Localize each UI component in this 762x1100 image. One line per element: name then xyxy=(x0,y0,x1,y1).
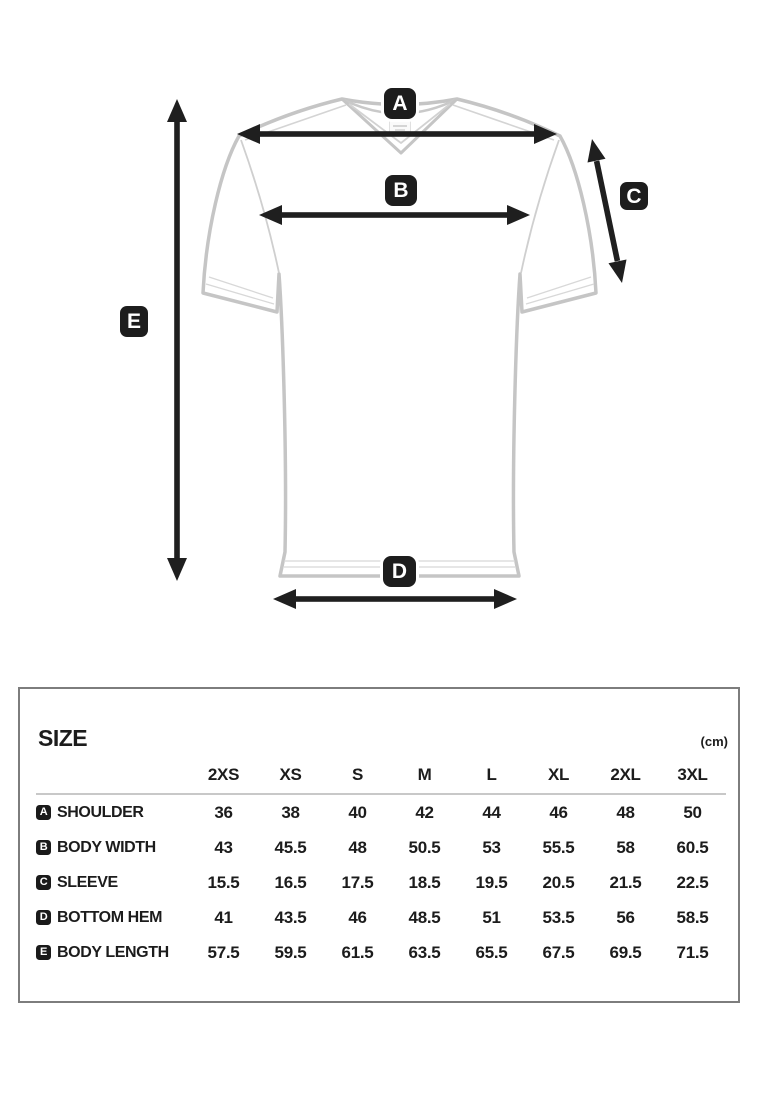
table-cell: 36 xyxy=(214,802,233,822)
row-key-badge-b: B xyxy=(36,840,51,855)
table-cell: 50.5 xyxy=(408,837,441,857)
row-label-bottom-hem xyxy=(36,900,190,935)
table-cell: 44 xyxy=(482,802,501,822)
col-header-s: S xyxy=(324,757,391,795)
table-cell: 38 xyxy=(281,802,300,822)
table-cell: 17.5 xyxy=(341,872,374,892)
table-cell: 71.5 xyxy=(676,942,709,962)
table-cell: 19.5 xyxy=(475,872,508,892)
table-cell: 48 xyxy=(616,802,635,822)
arrow-body-length-e xyxy=(167,99,187,581)
row-key-badge-d: D xyxy=(36,910,51,925)
row-label-body-width xyxy=(36,830,190,865)
table-cell: 69.5 xyxy=(609,942,642,962)
row-key-badge-c: C xyxy=(36,875,51,890)
table-cell: 46 xyxy=(549,802,568,822)
table-cell: 51 xyxy=(482,907,501,927)
size-grid xyxy=(36,757,726,970)
table-cell: 55.5 xyxy=(542,837,575,857)
size-title: SIZE xyxy=(38,725,88,751)
table-cell: 61.5 xyxy=(341,942,374,962)
col-header-3xl: 3XL xyxy=(659,757,726,795)
table-cell: 57.5 xyxy=(207,942,240,962)
table-cell: 48.5 xyxy=(408,907,441,927)
measure-badge-c: C xyxy=(620,182,648,210)
table-cell: 60.5 xyxy=(676,837,709,857)
unit-label: (cm) xyxy=(700,734,728,750)
table-cell: 58 xyxy=(616,837,635,857)
row-label-sleeve xyxy=(36,865,190,900)
measure-badge-a: A xyxy=(384,88,416,119)
table-cell: 59.5 xyxy=(274,942,307,962)
table-cell: 48 xyxy=(348,837,367,857)
table-cell: 67.5 xyxy=(542,942,575,962)
table-cell: 18.5 xyxy=(408,872,441,892)
row-key-badge-a: A xyxy=(36,805,51,820)
table-cell: 43 xyxy=(214,837,233,857)
col-header-2xs: 2XS xyxy=(190,757,257,795)
header-corner-cell xyxy=(36,757,190,795)
row-label-text: BODY WIDTH xyxy=(57,838,156,856)
table-cell: 20.5 xyxy=(542,872,575,892)
size-table-panel xyxy=(18,687,740,1003)
table-cell: 58.5 xyxy=(676,907,709,927)
size-table-header xyxy=(38,727,728,750)
table-cell: 42 xyxy=(415,802,434,822)
table-cell: 22.5 xyxy=(676,872,709,892)
table-cell: 50 xyxy=(683,802,702,822)
table-cell: 63.5 xyxy=(408,942,441,962)
col-header-m: M xyxy=(391,757,458,795)
measure-badge-d: D xyxy=(383,556,416,587)
table-cell: 46 xyxy=(348,907,367,927)
col-header-xs: XS xyxy=(257,757,324,795)
table-cell: 43.5 xyxy=(274,907,307,927)
arrow-bottom-hem-d xyxy=(273,589,517,609)
row-label-text: SLEEVE xyxy=(57,873,118,891)
col-header-2xl: 2XL xyxy=(592,757,659,795)
table-cell: 15.5 xyxy=(207,872,240,892)
table-cell: 56 xyxy=(616,907,635,927)
col-header-l: L xyxy=(458,757,525,795)
row-label-text: SHOULDER xyxy=(57,803,144,821)
table-cell: 45.5 xyxy=(274,837,307,857)
table-cell: 40 xyxy=(348,802,367,822)
row-label-shoulder xyxy=(36,795,190,830)
measure-badge-e: E xyxy=(120,306,148,337)
col-header-xl: XL xyxy=(525,757,592,795)
row-key-badge-e: E xyxy=(36,945,51,960)
row-label-text: BOTTOM HEM xyxy=(57,908,163,926)
table-cell: 53.5 xyxy=(542,907,575,927)
row-label-body-length xyxy=(36,935,190,970)
table-cell: 65.5 xyxy=(475,942,508,962)
tshirt-outline xyxy=(203,99,596,576)
table-cell: 16.5 xyxy=(274,872,307,892)
measure-badge-b: B xyxy=(385,175,417,206)
table-cell: 53 xyxy=(482,837,501,857)
table-cell: 41 xyxy=(214,907,233,927)
table-cell: 21.5 xyxy=(609,872,642,892)
row-label-text: BODY LENGTH xyxy=(57,943,169,961)
